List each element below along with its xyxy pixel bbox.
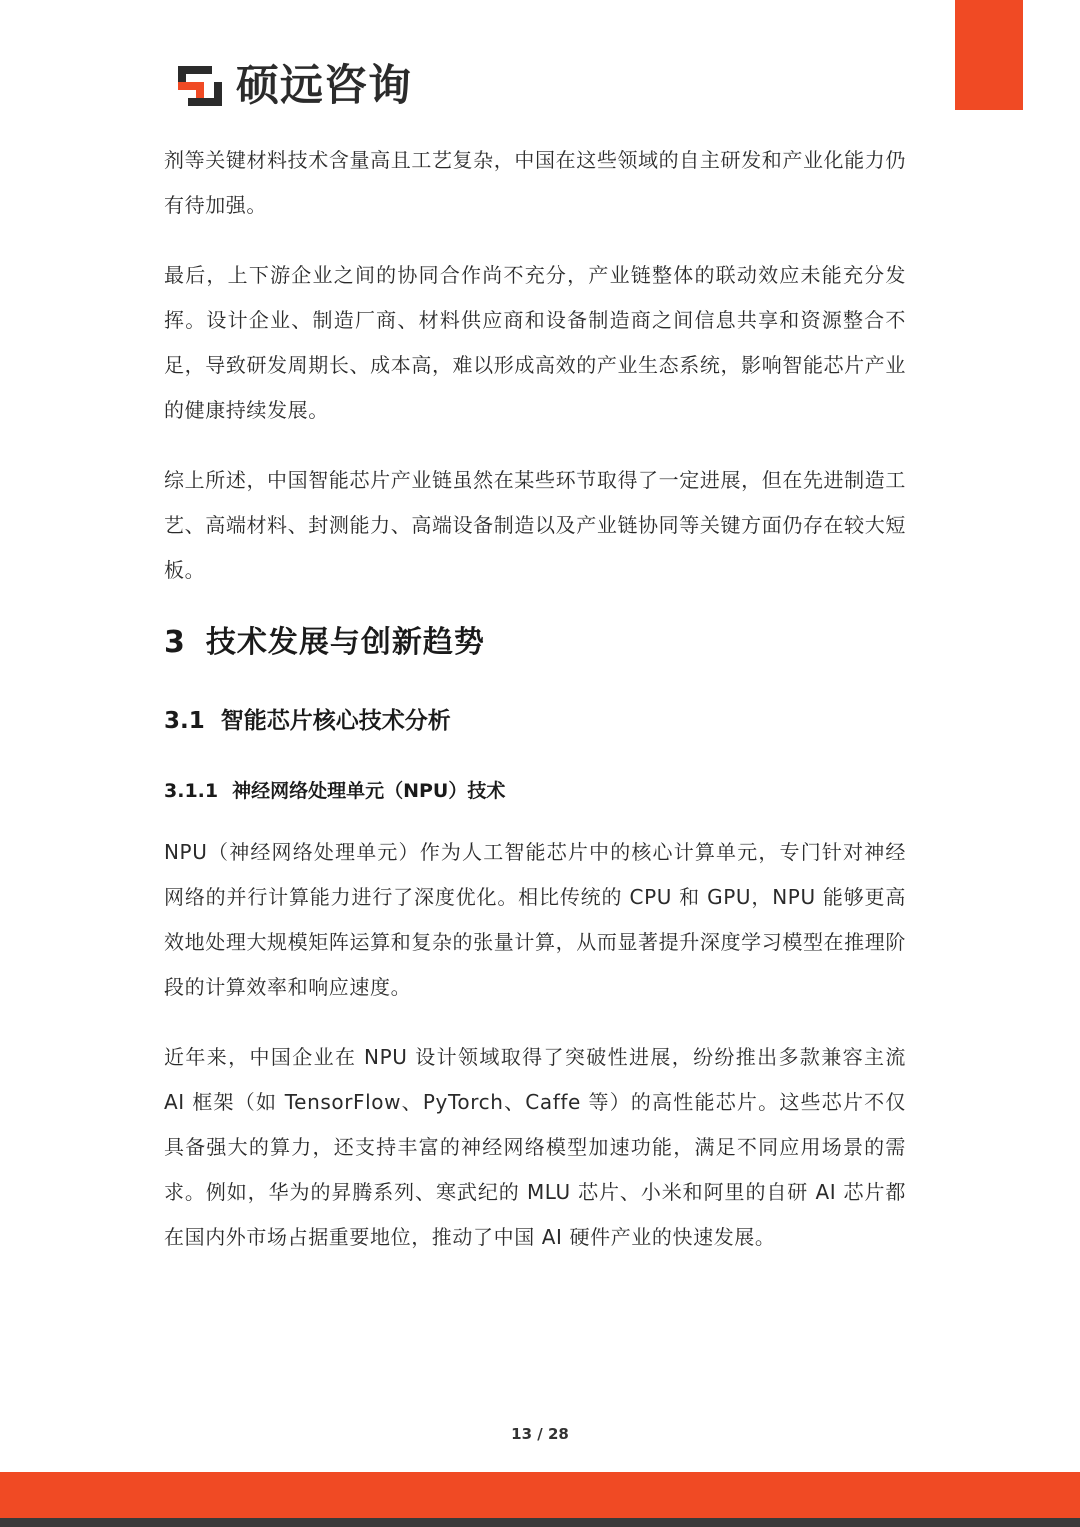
stylized-s-logo-icon — [176, 62, 224, 110]
footer-accent-bar — [0, 1472, 1080, 1518]
paragraph: 近年来，中国企业在 NPU 设计领域取得了突破性进展，纷纷推出多款兼容主流 AI 框架（如 TensorFlow、PyTorch、Caffe 等）的高性能芯片。这些芯片不仅具备强大的算力，还支持丰富的神经网络模型加速功能，满足不同应用场景的需求。例如，华为的昇腾系列、寒武纪的 MLU 芯片、小米和阿里的自研 AI 芯片都在国内外市场占据重要地位，推动了中国 AI 硬件产业的快速发展。 — [164, 1045, 906, 1249]
page-number: 13 / 28 — [511, 1425, 569, 1443]
subsection-heading — [164, 705, 906, 737]
corner-accent-block — [955, 0, 1023, 110]
brand-name: 硕远咨询 — [236, 61, 412, 111]
paragraph: 最后，上下游企业之间的协同合作尚不充分，产业链整体的联动效应未能充分发挥。设计企业、制造厂商、材料供应商和设备制造商之间信息共享和资源整合不足，导致研发周期长、成本高，难以形成高效的产业生态系统，影响智能芯片产业的健康持续发展。 — [164, 263, 906, 422]
section-title: 技术发展与创新趋势 — [205, 625, 485, 660]
paragraph: 剂等关键材料技术含量高且工艺复杂，中国在这些领域的自主研发和产业化能力仍有待加强。 — [164, 148, 906, 217]
subsubsection-heading — [164, 777, 906, 805]
paragraph: 综上所述，中国智能芯片产业链虽然在某些环节取得了一定进展，但在先进制造工艺、高端材料、封测能力、高端设备制造以及产业链协同等关键方面仍存在较大短板。 — [164, 468, 906, 582]
section-heading — [164, 623, 906, 663]
document-body — [164, 138, 906, 1285]
subsubsection-number: 3.1.1 — [164, 780, 219, 802]
subsection-number: 3.1 — [164, 708, 205, 734]
subsubsection-title: 神经网络处理单元（NPU）技术 — [232, 780, 506, 802]
brand-logo — [176, 58, 412, 114]
subsection-title: 智能芯片核心技术分析 — [220, 708, 451, 734]
footer-dark-strip — [0, 1518, 1080, 1527]
section-number: 3 — [164, 625, 186, 660]
paragraph: NPU（神经网络处理单元）作为人工智能芯片中的核心计算单元，专门针对神经网络的并行计算能力进行了深度优化。相比传统的 CPU 和 GPU，NPU 能够更高效地处理大规模矩阵运算和复杂的张量计算，从而显著提升深度学习模型在推理阶段的计算效率和响应速度。 — [164, 840, 906, 999]
